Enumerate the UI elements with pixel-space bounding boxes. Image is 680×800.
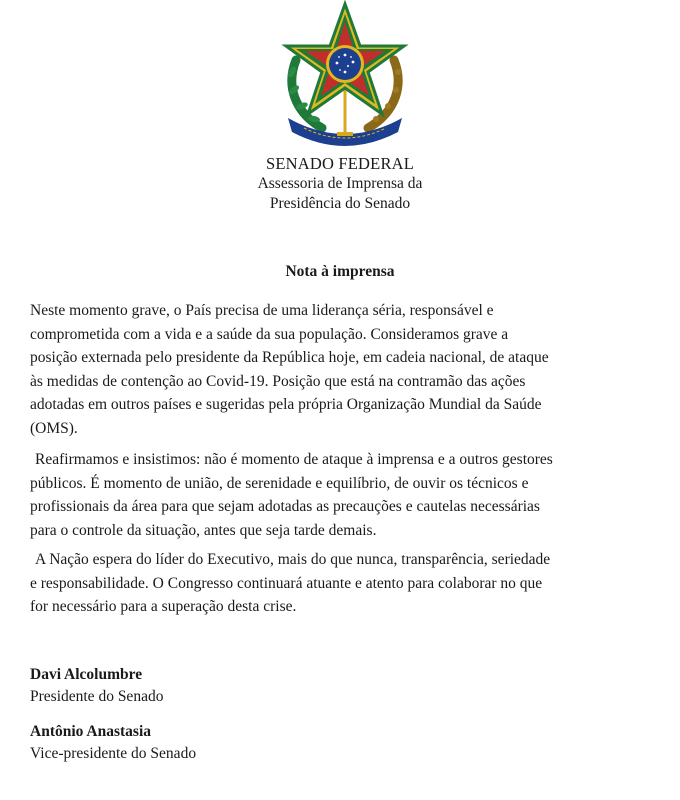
institution-name: SENADO FEDERAL — [265, 154, 415, 173]
note-title: Nota à imprensa — [285, 263, 395, 280]
paragraph-line: públicos. É momento de união, de serenidade e equilíbrio, de ouvir os técnicos e — [30, 474, 529, 492]
signatory-role: Presidente do Senado — [30, 688, 164, 705]
note-paragraph-1 — [30, 299, 655, 441]
signatory-name: Davi Alcolumbre — [30, 666, 143, 683]
paragraph-line: às medidas de contenção ao Covid-19. Posição que está na contramão das ações — [30, 372, 526, 390]
signature-block — [30, 721, 196, 765]
department-line-1: Assessoria de Imprensa da — [257, 175, 423, 192]
paragraph-line: (OMS). — [30, 419, 78, 437]
paragraph-line: profissionais da área para que sejam adotadas as precauções e cautelas necessárias — [30, 498, 540, 516]
signatory-name: Antônio Anastasia — [30, 723, 152, 740]
signatory-role: Vice-presidente do Senado — [30, 745, 197, 762]
brazil-coat-of-arms-icon — [274, 0, 416, 150]
note-paragraph-3 — [30, 548, 655, 619]
paragraph-line: posição externada pelo presidente da República hoje, em cadeia nacional, de ataque — [30, 349, 549, 367]
paragraph-line: Neste momento grave, o País precisa de uma liderança séria, responsável e — [30, 302, 494, 319]
paragraph-line: comprometida com a vida e a saúde da sua população. Consideramos grave a — [30, 325, 509, 343]
paragraph-line: adotadas em outros países e sugeridas pela própria Organização Mundial da Saúde — [30, 396, 542, 414]
paragraph-line: A Nação espera do líder do Executivo, mais do que nunca, transparência, seriedade — [35, 551, 551, 568]
paragraph-line: e responsabilidade. O Congresso continuará atuante e atento para colaborar no que — [30, 574, 543, 592]
paragraph-line: Reafirmamos e insistimos: não é momento de ataque à imprensa e a outros gestores — [35, 451, 553, 468]
note-paragraph-2 — [30, 448, 655, 542]
letterhead — [0, 154, 680, 214]
signature-block — [30, 664, 163, 708]
paragraph-line: para o controle da situação, antes que seja tarde demais. — [30, 521, 377, 539]
department-line-2: Presidência do Senado — [269, 195, 411, 212]
paragraph-line: for necessário para a superação desta crise. — [30, 598, 297, 616]
